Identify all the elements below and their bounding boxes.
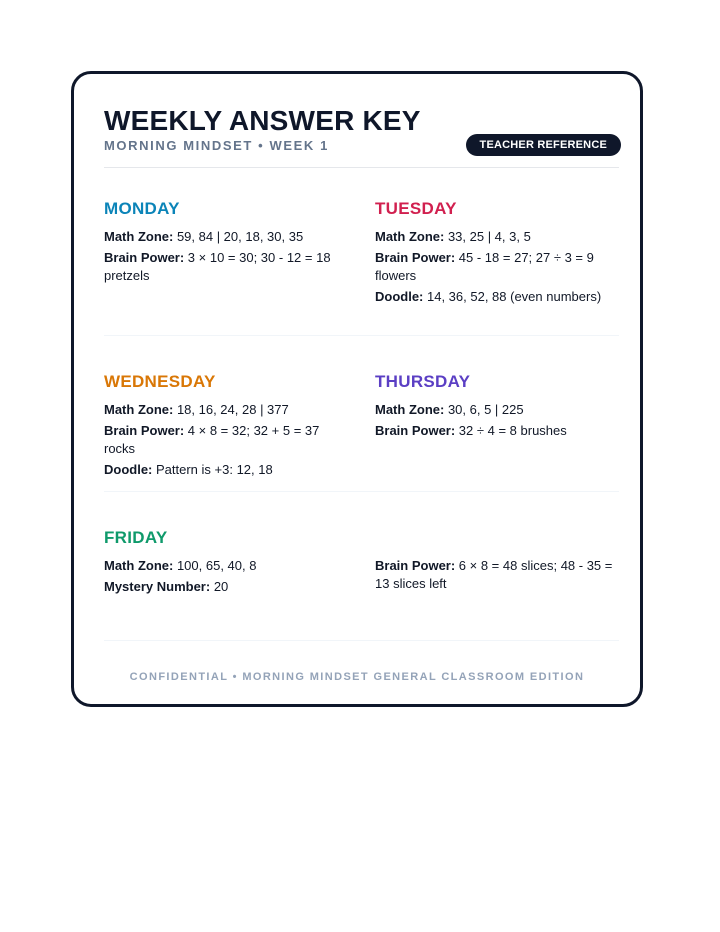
doodle-label: Doodle: xyxy=(104,462,153,477)
math-zone-value: 30, 6, 5 | 225 xyxy=(444,402,524,417)
brain-power-line xyxy=(104,249,354,285)
brain-power-label: Brain Power: xyxy=(104,423,185,438)
day-title: THURSDAY xyxy=(375,372,471,391)
math-zone-value: 100, 65, 40, 8 xyxy=(173,558,257,573)
brain-power-line xyxy=(375,557,625,593)
footer-note: CONFIDENTIAL • MORNING MINDSET GENERAL CLASSROOM EDITION xyxy=(129,671,585,683)
mystery-number-label: Mystery Number: xyxy=(104,579,211,594)
brain-power-value: 4 × 8 = 32; 32 + 5 = 37 rocks xyxy=(104,423,320,456)
mystery-number-value: 20 xyxy=(210,579,229,594)
mystery-number-line xyxy=(104,578,354,596)
brain-power-label: Brain Power: xyxy=(104,250,185,265)
section-divider xyxy=(104,491,619,492)
day-tuesday xyxy=(375,198,625,309)
math-zone-label: Math Zone: xyxy=(104,558,174,573)
brain-power-line xyxy=(375,249,625,285)
brain-power-value: 6 × 8 = 48 slices; 48 - 35 = 13 slices left xyxy=(375,558,613,591)
day-thursday xyxy=(375,371,625,443)
day-friday-brain-power xyxy=(375,557,625,596)
day-friday xyxy=(104,527,354,599)
math-zone-line xyxy=(104,401,354,419)
section-divider xyxy=(104,640,619,641)
brain-power-value: 32 ÷ 4 = 8 brushes xyxy=(455,423,567,438)
doodle-value: Pattern is +3: 12, 18 xyxy=(152,462,273,477)
brain-power-label: Brain Power: xyxy=(375,250,456,265)
page-subtitle: MORNING MINDSET • WEEK 1 xyxy=(104,138,329,153)
brain-power-value: 45 - 18 = 27; 27 ÷ 3 = 9 flowers xyxy=(375,250,594,283)
day-wednesday xyxy=(104,371,354,482)
brain-power-line xyxy=(375,422,625,440)
brain-power-line xyxy=(104,422,354,458)
math-zone-line xyxy=(375,401,625,419)
math-zone-label: Math Zone: xyxy=(375,229,445,244)
math-zone-value: 18, 16, 24, 28 | 377 xyxy=(173,402,289,417)
math-zone-value: 33, 25 | 4, 3, 5 xyxy=(444,229,531,244)
brain-power-label: Brain Power: xyxy=(375,558,456,573)
math-zone-value: 59, 84 | 20, 18, 30, 35 xyxy=(173,229,304,244)
math-zone-line xyxy=(104,557,354,575)
page-title: WEEKLY ANSWER KEY xyxy=(104,105,421,136)
day-monday xyxy=(104,198,354,288)
day-title: TUESDAY xyxy=(375,199,457,218)
doodle-label: Doodle: xyxy=(375,289,424,304)
day-title: FRIDAY xyxy=(104,528,168,547)
math-zone-label: Math Zone: xyxy=(104,229,174,244)
brain-power-label: Brain Power: xyxy=(375,423,456,438)
answer-key-card xyxy=(71,71,643,707)
math-zone-line xyxy=(104,228,354,246)
doodle-value: 14, 36, 52, 88 (even numbers) xyxy=(423,289,602,304)
math-zone-label: Math Zone: xyxy=(104,402,174,417)
teacher-reference-badge: TEACHER REFERENCE xyxy=(466,134,621,156)
header-divider xyxy=(104,167,619,168)
math-zone-label: Math Zone: xyxy=(375,402,445,417)
math-zone-line xyxy=(375,228,625,246)
brain-power-value: 3 × 10 = 30; 30 - 12 = 18 pretzels xyxy=(104,250,331,283)
day-title: WEDNESDAY xyxy=(104,372,216,391)
doodle-line xyxy=(375,288,625,306)
doodle-line xyxy=(104,461,354,479)
section-divider xyxy=(104,335,619,336)
day-title: MONDAY xyxy=(104,199,180,218)
